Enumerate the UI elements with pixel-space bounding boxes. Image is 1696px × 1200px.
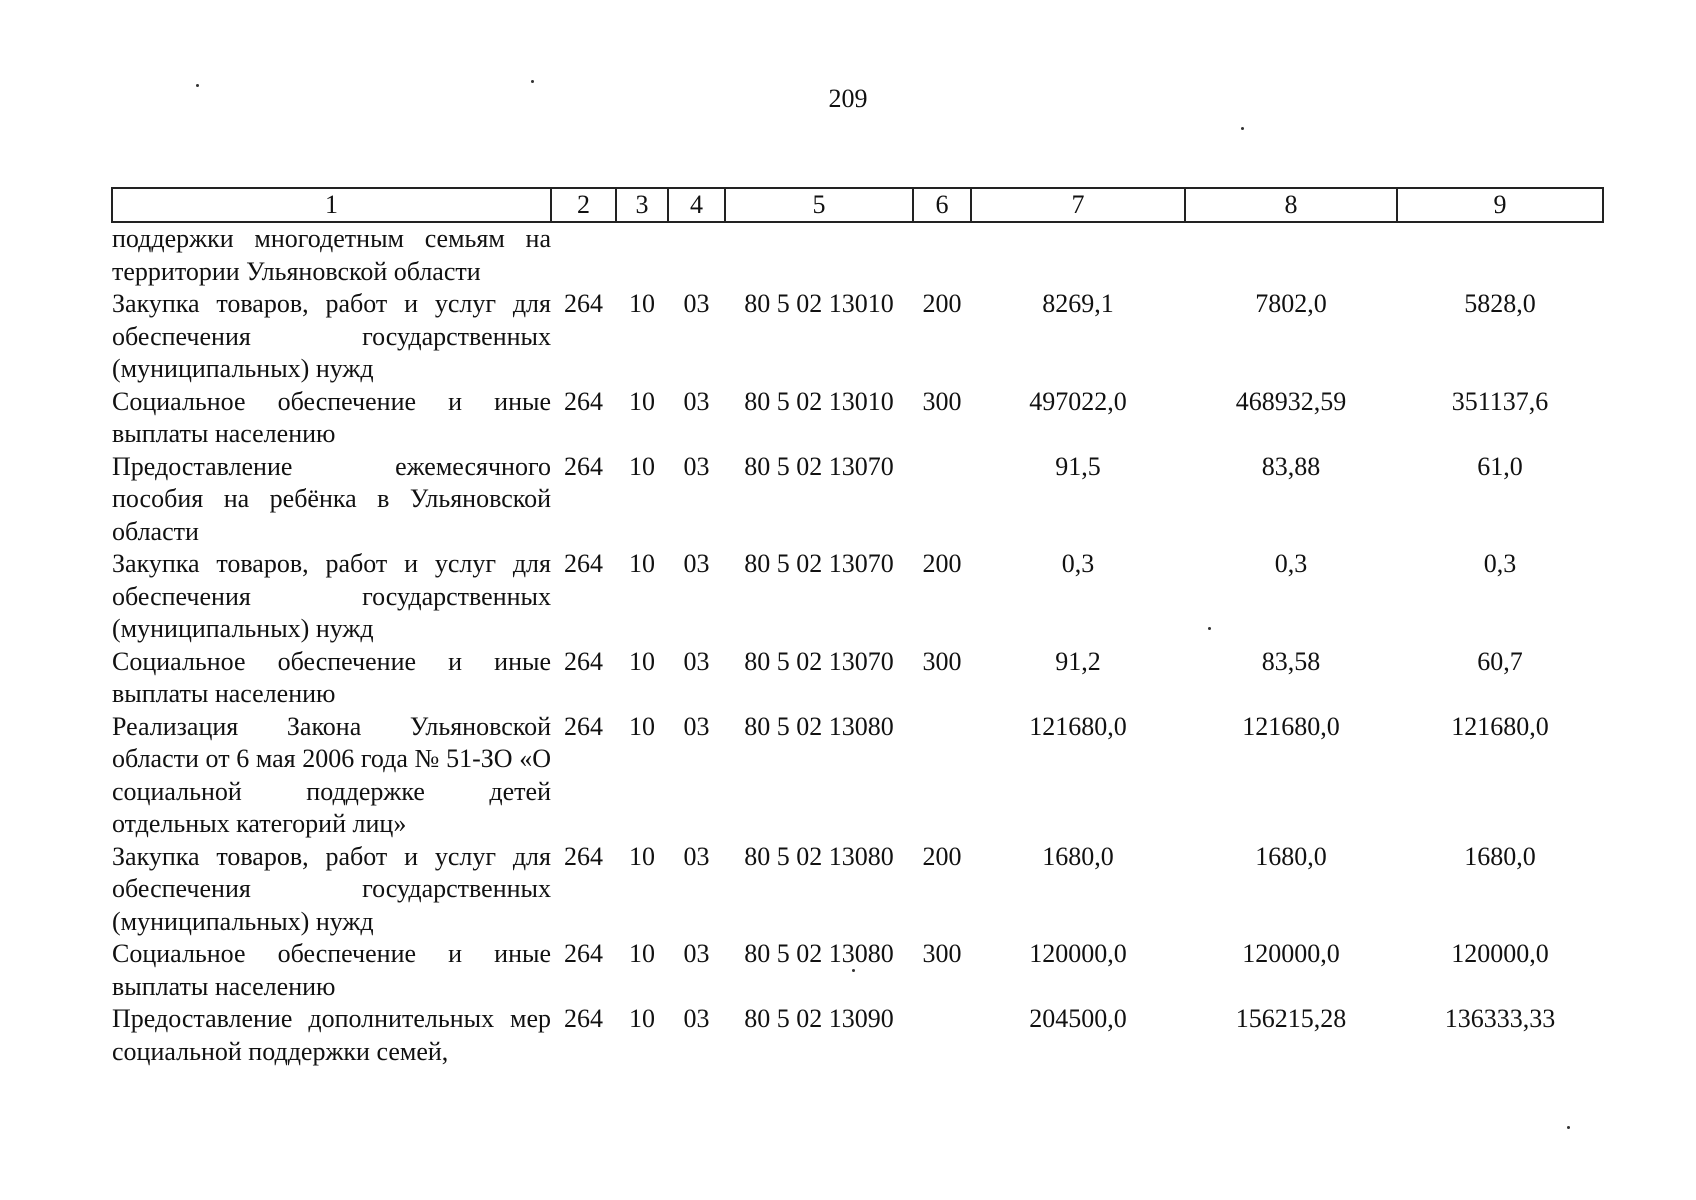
table-row (112, 711, 1603, 841)
col-header-3: 3 (616, 188, 668, 222)
table-row (112, 222, 1603, 288)
cell-subsection: 03 (683, 646, 710, 676)
cell-section: 10 (629, 841, 655, 871)
cell-target-article: 80 5 02 13090 (744, 1004, 894, 1033)
col-header-9: 9 (1397, 188, 1603, 222)
cell-amount-col9: 351137,6 (1451, 386, 1549, 416)
cell-amount-col7: 1680,0 (1042, 841, 1114, 871)
cell-section: 10 (629, 289, 655, 318)
cell-subsection: 03 (683, 841, 710, 871)
cell-target-article: 80 5 02 13080 (744, 939, 894, 968)
cell-expense-type: 300 (922, 646, 962, 676)
cell-subsection: 03 (683, 1004, 710, 1033)
cell-amount-col9: 61,0 (1477, 451, 1523, 481)
col-header-8: 8 (1185, 188, 1397, 222)
cell-expense-type (913, 222, 971, 288)
cell-expense-type: 200 (922, 289, 962, 318)
cell-name: Социальное обеспечение и иные выплаты населению (112, 646, 551, 708)
scan-speck (1241, 127, 1244, 130)
cell-amount-col8 (1185, 222, 1397, 288)
cell-target-article: 80 5 02 13070 (744, 549, 894, 578)
cell-adm-code: 264 (564, 939, 603, 968)
cell-adm-code: 264 (564, 549, 603, 578)
cell-adm-code: 264 (564, 841, 603, 871)
cell-amount-col9: 121680,0 (1451, 711, 1549, 741)
cell-subsection: 03 (683, 549, 710, 578)
cell-adm-code: 264 (564, 711, 603, 741)
cell-name: Социальное обеспечение и иные выплаты населению (112, 939, 551, 1001)
cell-amount-col9: 0,3 (1483, 549, 1517, 578)
cell-name: Реализация Закона Ульяновской области от 6 мая 2006 года № 51-ЗО «О социальной поддержке детей отдельных категорий лиц» (112, 711, 551, 838)
cell-expense-type (913, 1003, 971, 1068)
budget-table (111, 187, 1604, 1068)
header-row (112, 188, 1603, 222)
cell-expense-type (913, 711, 971, 841)
cell-name: Предоставление ежемесячного пособия на ребёнка в Ульяновской области (112, 451, 551, 546)
table-row (112, 938, 1603, 1003)
cell-amount-col8: 0,3 (1274, 549, 1308, 578)
cell-expense-type: 300 (922, 386, 962, 416)
scan-speck (196, 84, 199, 87)
cell-adm-code: 264 (564, 646, 603, 676)
table-row (112, 646, 1603, 711)
cell-amount-col7: 91,5 (1055, 451, 1101, 481)
cell-amount-col7 (971, 222, 1185, 288)
cell-amount-col9: 136333,33 (1444, 1004, 1556, 1033)
cell-amount-col8: 156215,28 (1235, 1004, 1347, 1033)
col-header-6: 6 (913, 188, 971, 222)
cell-subsection: 03 (683, 289, 710, 318)
cell-subsection: 03 (683, 939, 710, 968)
cell-subsection (668, 222, 725, 288)
cell-section: 10 (629, 1004, 655, 1033)
cell-name: Предоставление дополнительных мер социальной поддержки семей, (112, 1004, 551, 1066)
cell-subsection: 03 (683, 711, 710, 741)
cell-amount-col8: 468932,59 (1235, 386, 1347, 416)
cell-section: 10 (629, 711, 655, 741)
cell-name: Закупка товаров, работ и услуг для обеспечения государственных (муниципальных) нужд (112, 549, 551, 643)
table-row (112, 386, 1603, 451)
cell-section: 10 (629, 549, 655, 578)
cell-amount-col8: 83,58 (1261, 646, 1321, 676)
scan-speck (1208, 627, 1211, 630)
cell-amount-col8: 121680,0 (1242, 711, 1340, 741)
cell-adm-code (551, 222, 616, 288)
cell-amount-col9: 120000,0 (1451, 939, 1549, 968)
cell-amount-col9: 5828,0 (1464, 289, 1536, 318)
cell-amount-col8: 1680,0 (1255, 841, 1327, 871)
cell-section: 10 (629, 939, 655, 968)
col-header-7: 7 (971, 188, 1185, 222)
col-header-2: 2 (551, 188, 616, 222)
page-number: 209 (828, 84, 868, 113)
cell-amount-col7: 497022,0 (1029, 386, 1127, 416)
cell-target-article: 80 5 02 13010 (744, 289, 894, 318)
cell-amount-col9: 1680,0 (1464, 841, 1536, 871)
cell-amount-col7: 0,3 (1061, 549, 1095, 578)
cell-name: Закупка товаров, работ и услуг для обеспечения государственных (муниципальных) нужд (112, 841, 551, 936)
cell-amount-col7: 91,2 (1055, 646, 1101, 676)
cell-adm-code: 264 (564, 451, 603, 481)
cell-subsection: 03 (683, 386, 710, 416)
table-row (112, 288, 1603, 386)
cell-adm-code: 264 (564, 1004, 603, 1033)
cell-expense-type: 300 (922, 939, 962, 968)
scan-speck (1567, 1126, 1570, 1129)
cell-target-article: 80 5 02 13080 (744, 711, 894, 741)
cell-amount-col7: 8269,1 (1042, 289, 1114, 318)
cell-amount-col7: 121680,0 (1029, 711, 1127, 741)
cell-adm-code: 264 (564, 386, 603, 416)
cell-name: поддержки многодетным семьям на территории Ульяновской области (112, 224, 551, 286)
cell-amount-col8: 120000,0 (1242, 939, 1340, 968)
table-row (112, 451, 1603, 549)
scan-speck (531, 80, 534, 83)
cell-expense-type (913, 451, 971, 549)
cell-name: Закупка товаров, работ и услуг для обеспечения государственных (муниципальных) нужд (112, 289, 551, 383)
cell-target-article (725, 222, 913, 288)
cell-subsection: 03 (683, 451, 710, 481)
cell-amount-col9 (1397, 222, 1603, 288)
cell-amount-col8: 7802,0 (1255, 289, 1327, 318)
cell-name: Социальное обеспечение и иные выплаты населению (112, 386, 551, 448)
cell-target-article: 80 5 02 13080 (744, 841, 894, 871)
cell-amount-col7: 120000,0 (1029, 939, 1127, 968)
cell-target-article: 80 5 02 13070 (744, 646, 894, 676)
cell-target-article: 80 5 02 13070 (744, 451, 894, 481)
cell-section (616, 222, 668, 288)
cell-expense-type: 200 (922, 549, 962, 578)
cell-target-article: 80 5 02 13010 (744, 386, 894, 416)
col-header-4: 4 (668, 188, 725, 222)
cell-section: 10 (629, 451, 655, 481)
cell-section: 10 (629, 646, 655, 676)
cell-amount-col8: 83,88 (1261, 451, 1321, 481)
cell-section: 10 (629, 386, 655, 416)
col-header-1: 1 (112, 188, 551, 222)
table-row (112, 1003, 1603, 1068)
cell-adm-code: 264 (564, 289, 603, 318)
col-header-5: 5 (725, 188, 913, 222)
table-row (112, 841, 1603, 939)
cell-expense-type: 200 (922, 841, 962, 871)
cell-amount-col9: 60,7 (1477, 646, 1523, 676)
scan-speck (852, 969, 855, 972)
table-body (112, 222, 1603, 1068)
table-row (112, 548, 1603, 646)
cell-amount-col7: 204500,0 (1029, 1004, 1127, 1033)
